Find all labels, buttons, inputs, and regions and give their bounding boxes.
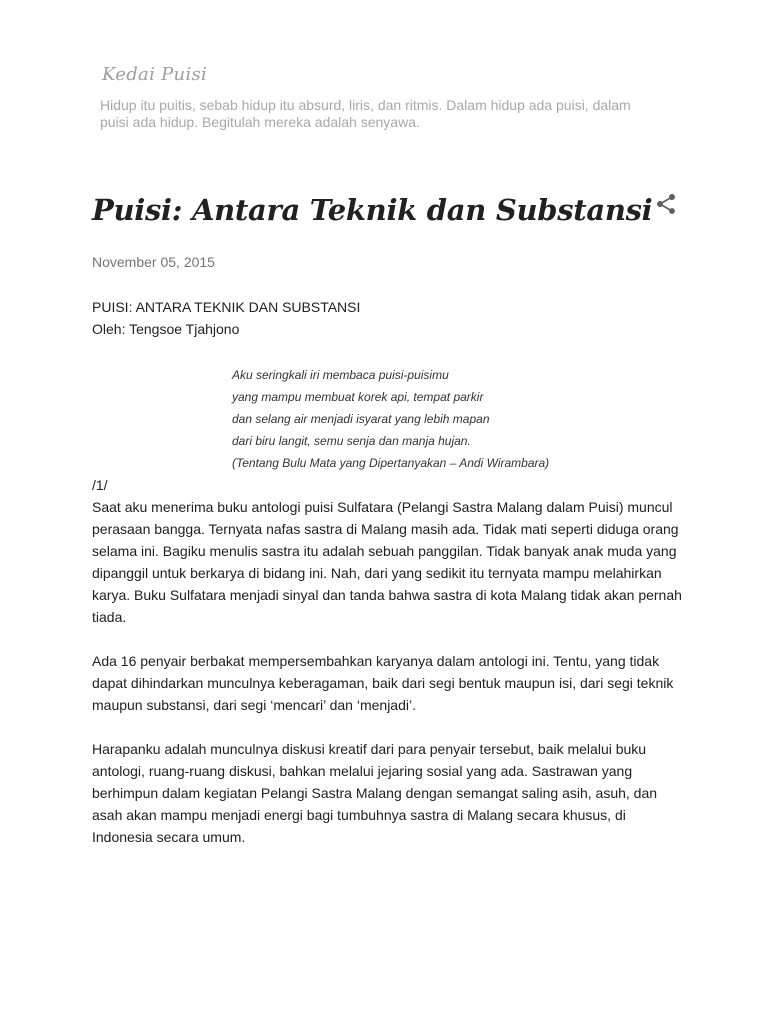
poem-line: yang mampu membuat korek api, tempat parkir — [232, 390, 484, 404]
byline-block — [92, 296, 682, 340]
post-body — [92, 296, 682, 848]
blog-description: Hidup itu puitis, sebab hidup itu absurd, liris, dan ritmis. Dalam hidup ada puisi, dalam puisi ada hidup. Begitulah mereka adalah senyawa. — [100, 97, 631, 130]
poem-line: Aku seringkali iri membaca puisi-puisimu — [232, 368, 449, 382]
post-date[interactable]: November 05, 2015 — [92, 254, 215, 270]
poem-line: dan selang air menjadi isyarat yang lebih mapan — [232, 412, 490, 426]
paragraph: Saat aku menerima buku antologi puisi Sulfatara (Pelangi Sastra Malang dalam Puisi) muncul perasaan bangga. Ternyata nafas sastra di Malang masih ada. Tidak mati seperti diduga orang selama ini. Bagiku menulis sastra itu adalah sebuah panggilan. Tidak banyak anak muda yang dipanggil untuk berkarya di bidang ini. Nah, dari yang sedikit itu ternyata mampu melahirkan karya. Buku Sulfatara menjadi sinyal dan tanda bahwa sastra di kota Malang tidak akan pernah tiada. — [92, 499, 682, 625]
post-byline: Oleh: Tengsoe Tjahjono — [92, 321, 240, 337]
paragraph: Harapanku adalah munculnya diskusi kreatif dari para penyair tersebut, baik melalui buku antologi, ruang-ruang diskusi, bahkan melalui jejaring sosial yang ada. Sastrawan yang berhimpun dalam kegiatan Pelangi Sastra Malang dengan semangat saling asih, asuh, dan asah akan mampu menjadi energi bagi tumbuhnya sastra di Malang secara khusus, di Indonesia secara umum. — [92, 741, 658, 845]
share-button[interactable] — [654, 192, 678, 216]
poem-source: (Tentang Bulu Mata yang Dipertanyakan – Andi Wirambara) — [232, 456, 550, 470]
post-heading: PUISI: ANTARA TEKNIK DAN SUBSTANSI — [92, 299, 361, 315]
blog-title[interactable]: Kedai Puisi — [102, 64, 208, 85]
section-marker: /1/ — [92, 477, 108, 493]
poem-line: dari biru langit, semu senja dan manja hujan. — [232, 434, 471, 448]
paragraph: Ada 16 penyair berbakat mempersembahkan karyanya dalam antologi ini. Tentu, yang tidak dapat dihindarkan munculnya keberagaman, baik dari segi bentuk maupun isi, dari segi teknik maupun substansi, dari segi ‘mencari’ dan ‘menjadi’. — [92, 653, 674, 713]
share-icon — [654, 192, 678, 216]
epigraph-poem — [232, 364, 682, 474]
post-title: Puisi: Antara Teknik dan Substansi — [92, 193, 653, 227]
